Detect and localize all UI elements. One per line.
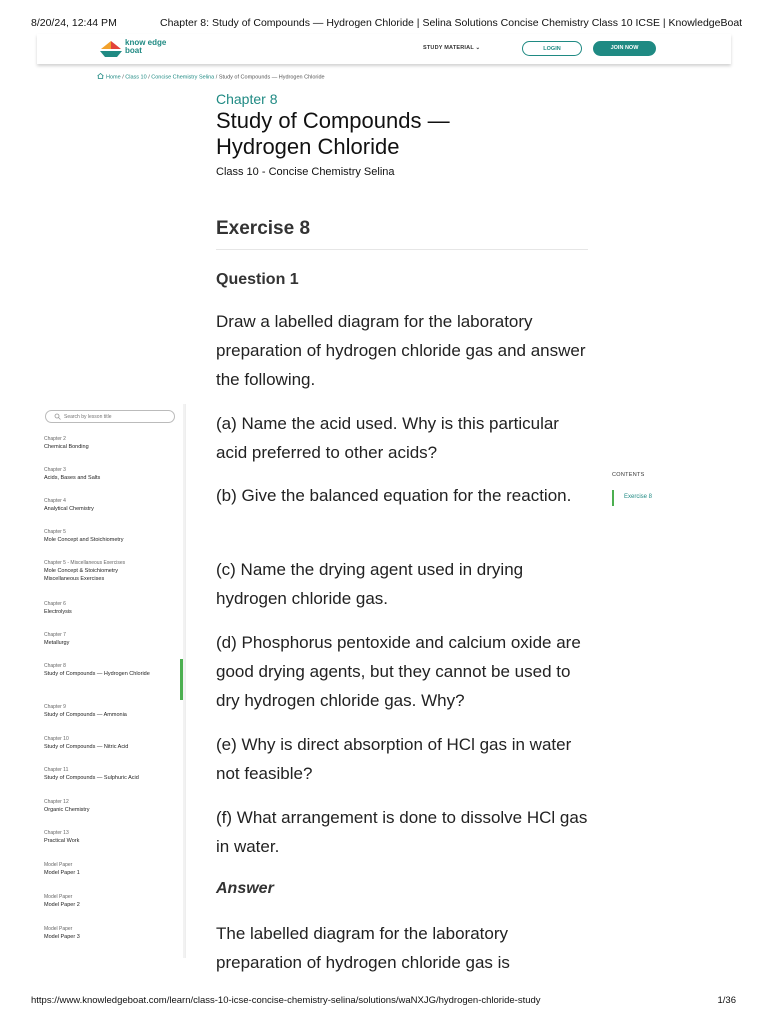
sidebar-item-chapter-2[interactable] [44, 436, 184, 451]
breadcrumb-current: Study of Compounds — Hydrogen Chloride [218, 74, 325, 81]
sidebar-item-chapter-11[interactable] [44, 767, 184, 782]
print-title: Chapter 8: Study of Compounds — Hydrogen Chloride | Selina Solutions Concise Chemistry Class 10 ICSE | KnowledgeBoat [160, 17, 743, 29]
sidebar-item-chapter-9[interactable] [44, 704, 184, 719]
question-heading: Question 1 [216, 271, 299, 288]
sidebar-item-chapter: Chapter 12 [44, 799, 69, 805]
sidebar-item-chapter: Chapter 10 [44, 736, 69, 742]
search-icon [54, 413, 61, 420]
chapter-sidebar [37, 404, 186, 958]
boat-logo-icon [99, 39, 123, 59]
print-url: https://www.knowledgeboat.com/learn/class-10-icse-concise-chemistry-selina/solutions/waNXJG/hydrogen-chloride-study [31, 995, 541, 1006]
sidebar-item-label: Mole Concept and Stoichiometry [44, 537, 124, 543]
contents-item-exercise-8[interactable]: Exercise 8 [624, 494, 653, 500]
sidebar-item-chapter-10[interactable] [44, 736, 184, 751]
breadcrumb-home[interactable]: Home [106, 74, 121, 81]
sidebar-item-chapter: Chapter 2 [44, 436, 66, 442]
sidebar-item-label: Model Paper 2 [44, 902, 80, 908]
sidebar-item-chapter-12[interactable] [44, 799, 184, 814]
page-title: Study of Compounds — Hydrogen Chloride [216, 108, 450, 159]
knowledgeboat-logo[interactable] [99, 39, 179, 61]
sidebar-item-label: Study of Compounds — Sulphuric Acid [44, 775, 139, 781]
sidebar-item-chapter-8[interactable] [44, 663, 164, 678]
sidebar-item-chapter: Chapter 11 [44, 767, 69, 773]
question-part-c: (c) Name the drying agent used in drying hydrogen chloride gas. [216, 560, 524, 608]
sidebar-item-chapter-7[interactable] [44, 632, 184, 647]
login-button[interactable]: LOGIN [522, 41, 582, 56]
sidebar-item-chapter-5-misc[interactable] [44, 560, 154, 583]
answer-text: The labelled diagram for the laboratory preparation of hydrogen chloride gas is [216, 924, 510, 972]
sidebar-item-chapter: Chapter 4 [44, 498, 66, 504]
sidebar-item-label: Analytical Chemistry [44, 506, 94, 512]
sidebar-item-chapter: Chapter 5 - Miscellaneous Exercises [44, 560, 126, 566]
sidebar-item-chapter-13[interactable] [44, 830, 184, 845]
top-navbar [37, 34, 731, 64]
logo-line2: boat [125, 46, 142, 55]
print-date: 8/20/24, 12:44 PM [31, 17, 117, 29]
sidebar-item-label: Study of Compounds — Ammonia [44, 712, 127, 718]
sidebar-item-model-paper-3[interactable] [44, 926, 184, 941]
sidebar-item-label: Study of Compounds — Nitric Acid [44, 744, 129, 750]
sidebar-item-chapter: Chapter 5 [44, 529, 66, 535]
question-intro: Draw a labelled diagram for the laboratory preparation of hydrogen chloride gas and answer the following. [216, 312, 586, 389]
logo-line1: know edge [125, 38, 167, 47]
sidebar-item-chapter-4[interactable] [44, 498, 184, 513]
sidebar-item-label: Model Paper 1 [44, 870, 80, 876]
active-chapter-indicator [180, 659, 183, 700]
page-subtitle: Class 10 - Concise Chemistry Selina [216, 166, 395, 178]
question-part-a: (a) Name the acid used. Why is this particular acid preferred to other acids? [216, 414, 559, 462]
join-now-button[interactable]: JOIN NOW [593, 41, 656, 56]
sidebar-item-label: Practical Work [44, 838, 80, 844]
breadcrumb-separator: / [120, 74, 126, 81]
sidebar-item-model-paper-1[interactable] [44, 862, 184, 877]
sidebar-item-label: Chemical Bonding [44, 444, 89, 450]
chapter-label: Chapter 8 [216, 91, 278, 107]
breadcrumb-class[interactable]: Class 10 [125, 74, 147, 81]
contents-label: CONTENTS [612, 472, 645, 478]
sidebar-item-chapter: Chapter 13 [44, 830, 69, 836]
sidebar-item-chapter: Chapter 8 [44, 663, 66, 669]
sidebar-item-chapter: Model Paper [44, 926, 73, 932]
sidebar-item-label: Model Paper 3 [44, 934, 80, 940]
question-part-f: (f) What arrangement is done to dissolve HCl gas in water. [216, 808, 588, 856]
logo-text [125, 39, 166, 55]
sidebar-item-label: Organic Chemistry [44, 807, 90, 813]
sidebar-item-chapter: Chapter 6 [44, 601, 66, 607]
search-input[interactable] [64, 412, 164, 421]
sidebar-item-chapter: Chapter 3 [44, 467, 66, 473]
question-part-d: (d) Phosphorus pentoxide and calcium oxide are good drying agents, but they cannot be used to dry hydrogen chloride gas. Why? [216, 633, 581, 710]
answer-heading: Answer [216, 880, 274, 897]
breadcrumb [97, 73, 325, 81]
sidebar-item-label: Study of Compounds — Hydrogen Chloride [44, 671, 150, 677]
divider [216, 249, 588, 250]
study-material-menu[interactable]: STUDY MATERIAL ⌄ [423, 45, 481, 51]
print-page-number: 1/36 [717, 995, 736, 1006]
sidebar-item-chapter-6[interactable] [44, 601, 184, 616]
sidebar-item-label: Metallurgy [44, 640, 70, 646]
exercise-heading: Exercise 8 [216, 218, 311, 239]
contents-active-indicator [612, 490, 614, 506]
question-part-e: (e) Why is direct absorption of HCl gas in water not feasible? [216, 735, 572, 783]
sidebar-item-chapter: Chapter 9 [44, 704, 66, 710]
sidebar-item-label: Mole Concept & Stoichiometry Miscellaneous Exercises [44, 568, 118, 582]
home-icon[interactable] [97, 73, 104, 81]
sidebar-item-model-paper-2[interactable] [44, 894, 184, 909]
sidebar-item-label: Electrolysis [44, 609, 72, 615]
breadcrumb-separator: / [146, 74, 152, 81]
sidebar-item-chapter-3[interactable] [44, 467, 184, 482]
sidebar-search[interactable] [45, 410, 175, 423]
sidebar-item-chapter: Model Paper [44, 894, 73, 900]
sidebar-item-label: Acids, Bases and Salts [44, 475, 101, 481]
sidebar-item-chapter: Chapter 7 [44, 632, 66, 638]
question-part-b: (b) Give the balanced equation for the reaction. [216, 486, 572, 505]
sidebar-item-chapter: Model Paper [44, 862, 73, 868]
breadcrumb-book[interactable]: Concise Chemistry Selina [151, 74, 215, 81]
breadcrumb-separator: / [214, 74, 219, 81]
sidebar-item-chapter-5[interactable] [44, 529, 184, 544]
